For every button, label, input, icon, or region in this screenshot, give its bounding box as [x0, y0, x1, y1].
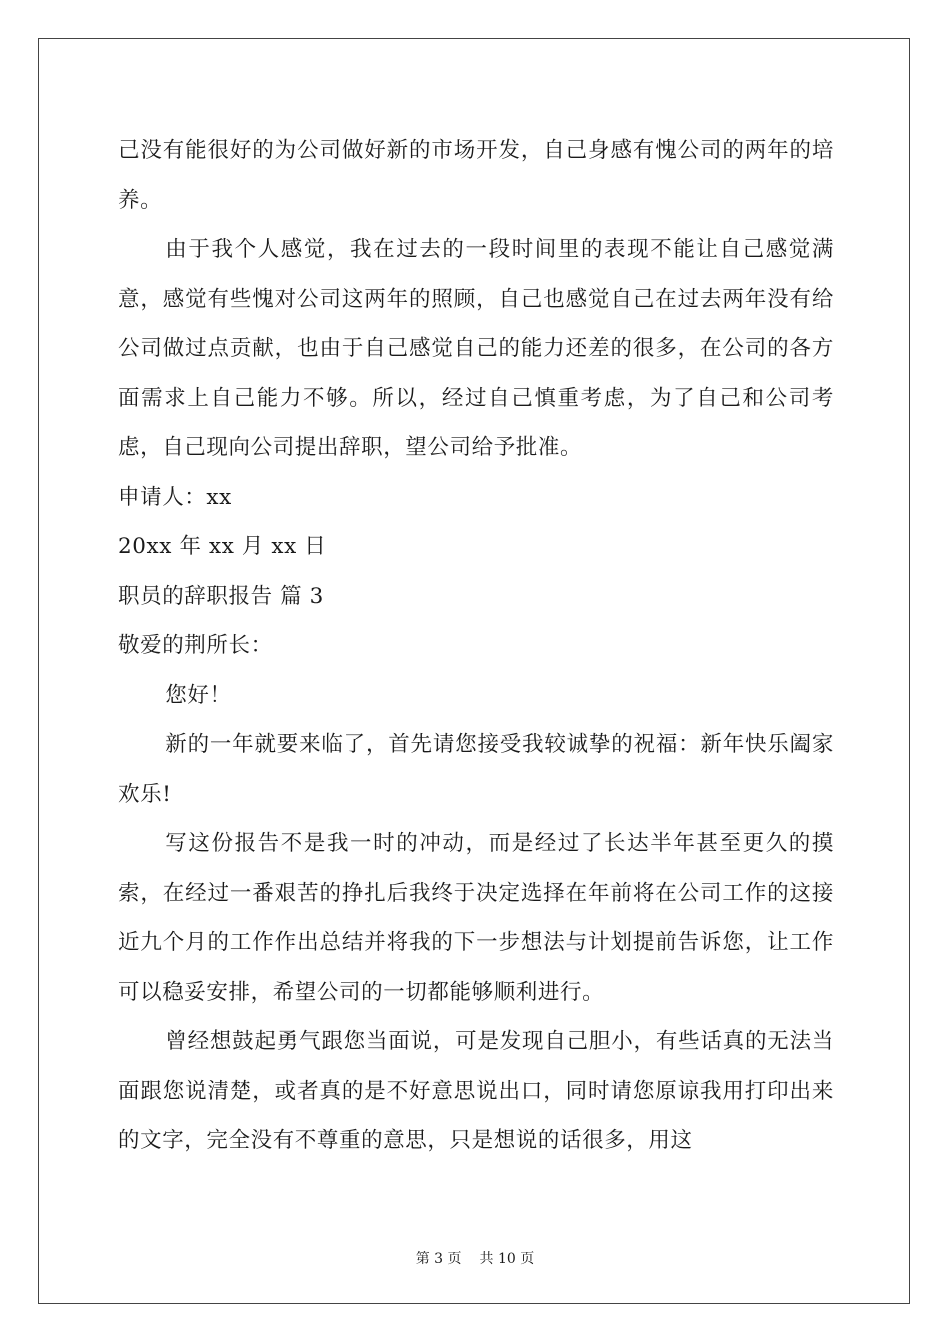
- paragraph-report-purpose: 写这份报告不是我一时的冲动，而是经过了长达半年甚至更久的摸索，在经过一番艰苦的挣扎后我终于决定选择在年前将在公司工作的这接近九个月的工作作出总结并将我的下一步想法与计划提前告诉您，让工作可以稳妥安排，希望公司的一切都能够顺利进行。: [118, 831, 834, 1005]
- paragraph-apology: 曾经想鼓起勇气跟您当面说，可是发现自己胆小，有些话真的无法当面跟您说清楚，或者真的是不好意思说出口，同时请您原谅我用打印出来的文字，完全没有不尊重的意思，只是想说的话很多，用这: [118, 1029, 834, 1153]
- section-heading: 职员的辞职报告 篇 3: [118, 583, 324, 609]
- paragraph-continuation: 己没有能很好的为公司做好新的市场开发，自己身感有愧公司的两年的培养。: [118, 138, 834, 213]
- applicant-line: 申请人：xx: [118, 484, 232, 510]
- paragraph-new-year-wishes: 新的一年就要来临了，首先请您接受我较诚挚的祝福：新年快乐阖家欢乐!: [118, 732, 834, 807]
- page-footer: [0, 1248, 950, 1268]
- document-body: [118, 126, 834, 1166]
- salutation: 敬爱的荆所长：: [118, 633, 273, 658]
- date-line: 20xx 年 xx 月 xx 日: [118, 534, 327, 559]
- page-number: 第 3 页: [415, 1251, 462, 1267]
- page-total: 共 10 页: [479, 1251, 535, 1267]
- greeting: 您好！: [165, 682, 232, 708]
- paragraph-resignation-reason: 由于我个人感觉，我在过去的一段时间里的表现不能让自己感觉满意，感觉有些愧对公司这两年的照顾，自己也感觉自己在过去两年没有给公司做过点贡献，也由于自己感觉自己的能力还差的很多，在公司的各方面需求上自己能力不够。所以，经过自己慎重考虑，为了自己和公司考虑，自己现向公司提出辞职，望公司给予批准。: [118, 237, 834, 460]
